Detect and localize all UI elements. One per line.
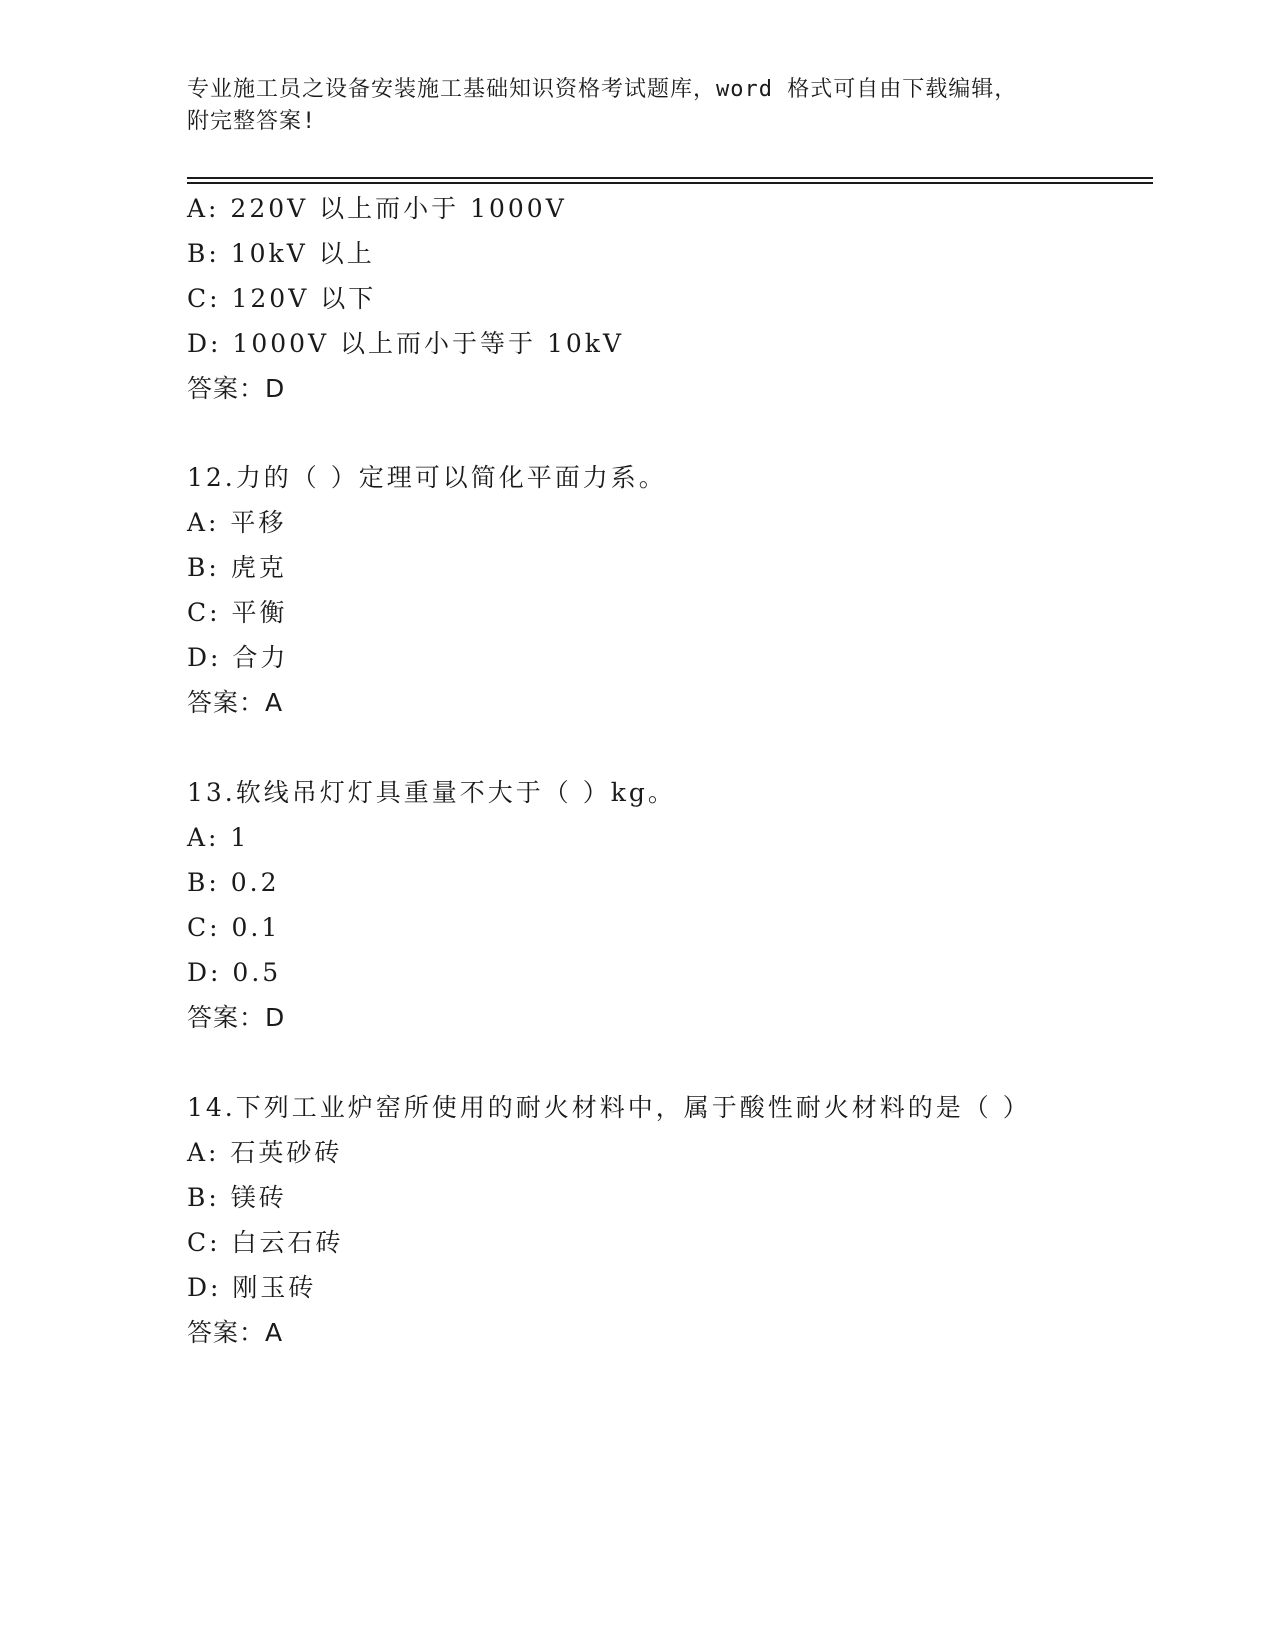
question-stem: 12.力的（ ）定理可以简化平面力系。: [187, 463, 667, 492]
option-c: C: 0.1: [187, 913, 281, 942]
answer-line: 答案：A: [187, 688, 284, 717]
question-stem: 13.软线吊灯灯具重量不大于（ ）kg。: [187, 778, 676, 807]
option-b: B: 镁砖: [187, 1183, 287, 1212]
answer-line: 答案：D: [187, 374, 286, 403]
option-a: A: 220V 以上而小于 1000V: [187, 194, 567, 223]
answer-line: 答案：D: [187, 1003, 286, 1032]
option-d: D: 刚玉砖: [187, 1273, 317, 1302]
option-a: A: 石英砂砖: [187, 1138, 343, 1167]
option-c: C: 白云石砖: [187, 1228, 344, 1257]
option-b: B: 10kV 以上: [187, 239, 375, 268]
answer-line: 答案：A: [187, 1318, 284, 1347]
option-d: D: 合力: [187, 643, 289, 672]
document-header: [187, 74, 1067, 138]
option-c: C: 平衡: [187, 598, 288, 627]
option-a: A: 1: [187, 823, 250, 852]
option-a: A: 平移: [187, 508, 287, 537]
option-d: D: 1000V 以上而小于等于 10kV: [187, 329, 624, 358]
header-line-2: 附完整答案!: [187, 109, 317, 134]
header-divider-bottom: [187, 182, 1153, 184]
option-b: B: 0.2: [187, 868, 280, 897]
header-divider-top: [187, 177, 1153, 179]
option-d: D: 0.5: [187, 958, 282, 987]
header-line-1: 专业施工员之设备安装施工基础知识资格考试题库，word 格式可自由下载编辑，: [187, 77, 1018, 102]
option-b: B: 虎克: [187, 553, 287, 582]
question-stem: 14.下列工业炉窑所使用的耐火材料中，属于酸性耐火材料的是（ ）: [187, 1093, 1031, 1122]
option-c: C: 120V 以下: [187, 284, 377, 313]
